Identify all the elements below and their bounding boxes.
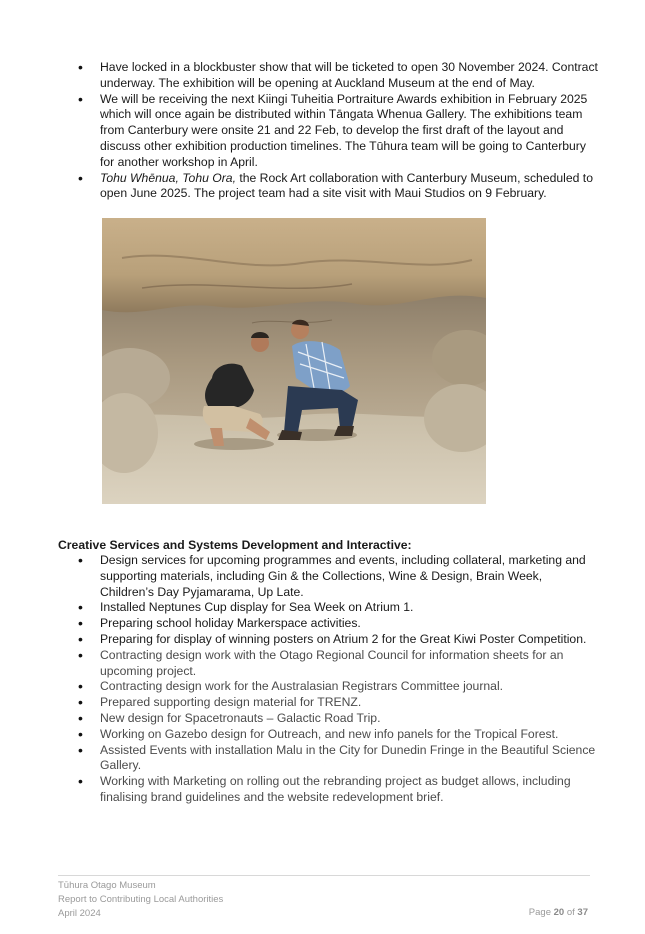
list-item: • Have locked in a blockbuster show that will be ticketed to open 30 November 2024. Contract underway. The exhibition will be opening at Auckland Museum at the end of May. [78,60,598,92]
list-item: • Prepared supporting design material for TRENZ. [78,695,598,711]
list-item: • Preparing school holiday Markerspace activities. [78,616,598,632]
list-item: • We will be receiving the next Kiingi Tuheitia Portraiture Awards exhibition in February 2025 which will once again be distributed within Tāngata Whenua Gallery. The exhibitions team from Canterbury were onsite 21 and 22 Feb, to develop the first draft of the layout and discuss other exhibition production timelines. The Tūhura team will be going to Canterbury for another workshop in April. [78,92,598,171]
rock-art-site-photo [102,218,486,504]
list-item-text: the Rock Art collaboration with Canterbury Museum, scheduled to open June 2025. The project team had a site visit with Maui Studios on 9 February. [100,170,593,201]
exhibition-title-italic: Tohu Whēnua, Tohu Ora, [100,170,236,185]
section-heading: Creative Services and Systems Development and Interactive: [58,538,412,552]
list-item: • Installed Neptunes Cup display for Sea Week on Atrium 1. [78,600,598,616]
list-item: • New design for Spacetronauts – Galactic Road Trip. [78,711,598,727]
total-pages: 37 [577,907,588,918]
page-word: Page [528,907,551,918]
list-item: • Contracting design work with the Otago Regional Council for information sheets for an upcoming project. [78,648,598,680]
of-word: of [566,907,575,918]
footer-divider [58,875,590,876]
creative-services-bullet-list [78,553,598,806]
footer-organisation: Tūhura Otago Museum [58,880,156,891]
exhibitions-bullet-list [78,60,598,202]
list-item: • Contracting design work for the Australasian Registrars Committee journal. [78,679,598,695]
footer-report-title: Report to Contributing Local Authorities [58,894,224,905]
list-item: • Preparing for display of winning posters on Atrium 2 for the Great Kiwi Poster Competition. [78,632,598,648]
page-number [529,907,588,918]
footer-info [58,879,223,921]
footer-date: April 2024 [58,908,101,919]
list-item: • Working with Marketing on rolling out the rebranding project as budget allows, including finalising brand guidelines and the website redevelopment brief. [78,774,598,806]
list-item: • Assisted Events with installation Malu in the City for Dunedin Fringe in the Beautiful Science Gallery. [78,743,598,775]
current-page: 20 [553,907,565,918]
list-item [78,171,598,203]
list-item: • Design services for upcoming programmes and events, including collateral, marketing and supporting materials, including Gin & the Collections, Wine & Design, Brain Week, Children’s Day Pyjamarama, Up Late. [78,553,598,600]
list-item: • Working on Gazebo design for Outreach, and new info panels for the Tropical Forest. [78,727,598,743]
